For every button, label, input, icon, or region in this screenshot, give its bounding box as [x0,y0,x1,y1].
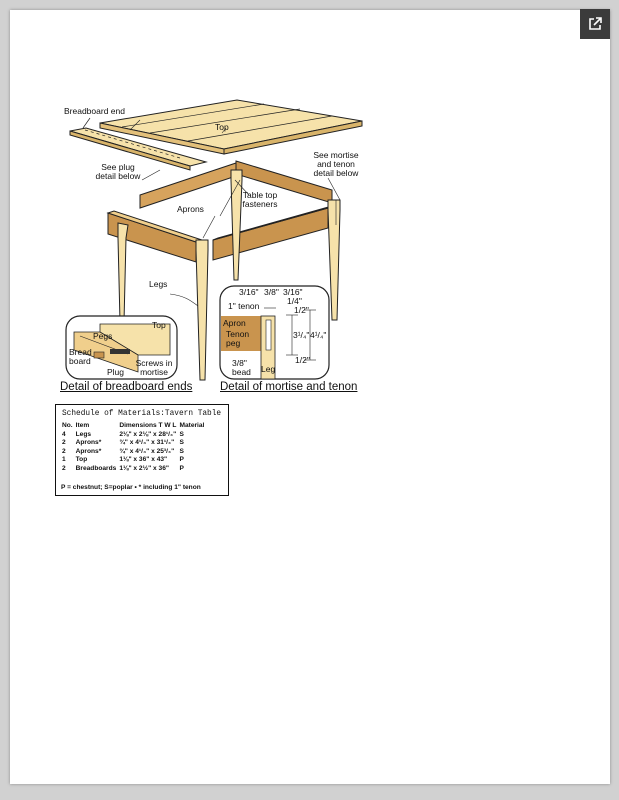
mt-label-half1: 1/2" [294,305,309,315]
document-page [10,10,610,784]
schedule-header-row [61,422,206,431]
mt-label-bead-line1: 3/8" [232,358,247,368]
label-fasteners-line2: fasteners [242,199,278,209]
cell-material: S [179,447,184,455]
bb-label-plug: Plug [107,367,125,377]
cell-material: S [179,430,184,438]
caption-mortise-tenon: Detail of mortise and tenon [220,381,358,393]
label-see-plug-line2: detail below [95,171,141,181]
cell-item: Top [75,456,88,464]
cell-no: 4 [62,430,66,438]
schedule-header-no: No. [62,422,73,429]
schedule-footnote: P = chestnut; S=poplar • * including 1" tenon [61,484,201,491]
mt-label-tenon-peg-line1: Tenon [226,329,250,339]
cell-no: 2 [62,464,66,472]
bb-label-pegs: Pegs [93,331,113,341]
popout-button[interactable] [580,9,610,39]
table-row [61,465,206,474]
schedule-title: Schedule of Materials:Tavern Table [62,410,222,418]
mt-label-bead [232,359,251,377]
mt-label-h2: 4¹/₄" [310,330,327,340]
schedule-header-material: Material [179,422,205,429]
cell-no: 2 [62,447,66,455]
bb-label-top: Top [152,320,166,330]
schedule-table [61,422,206,474]
mt-label-bead-line2: bead [232,367,251,377]
cell-dimensions: ¾" x 4¹/₄" x 25³/₄" [119,447,175,455]
cell-material: S [179,439,184,447]
table-row [61,448,206,457]
schedule-of-materials [55,404,229,496]
mt-label-tenon-peg [226,330,249,348]
mt-label-d4: 1/4" [287,296,302,306]
bb-label-bread-board [69,348,92,366]
label-see-mortise-line2: and tenon [317,159,355,169]
table-row [61,456,206,465]
bb-label-board: board [69,356,91,366]
mt-label-h1: 3¹/₄" [293,330,310,340]
mt-label-half2: 1/2" [295,355,310,365]
label-fasteners-line1: Table top [242,190,278,200]
table-row [61,439,206,448]
cell-item: Aprons* [75,439,102,447]
cell-item: Aprons* [75,447,102,455]
label-see-mortise-line1: See mortise [313,150,359,160]
schedule-header-item: Item [75,422,90,429]
cell-item: Breadboards [75,464,117,472]
bb-label-screws-line2: mortise [140,367,168,377]
label-aprons: Aprons [177,204,204,214]
cell-dimensions: ¾" x 4¹/₄" x 31¹/₄" [119,439,175,447]
mt-label-tenon-peg-line2: peg [226,338,241,348]
tavern-table-drawing [10,10,610,784]
label-fasteners [235,191,285,209]
cell-item: Legs [75,430,92,438]
bb-label-screws-line1: Screws in [135,358,173,368]
cell-material: P [179,464,184,472]
cell-dimensions: 2⅛" x 2⅛" x 28¹/₄" [119,430,177,438]
label-top: Top [215,122,229,132]
label-see-mortise-line3: detail below [313,168,359,178]
popout-icon [587,16,603,32]
caption-breadboard-ends: Detail of breadboard ends [60,381,193,393]
mt-label-leg: Leg [261,364,276,374]
cell-no: 2 [62,439,66,447]
label-legs: Legs [149,279,168,289]
cell-material: P [179,456,184,464]
mt-label-d3: 3/16" [283,287,303,297]
cell-no: 1 [62,456,66,464]
mt-label-d1: 3/16" [239,287,259,297]
mt-label-tenon: 1" tenon [228,301,260,311]
bb-label-bread: Bread [69,347,92,357]
mt-label-apron: Apron [223,318,246,328]
cell-dimensions: 1⅛" x 36" x 43" [119,456,168,464]
bb-label-screws [134,359,174,377]
label-see-plug-line1: See plug [101,162,135,172]
schedule-header-dimensions: Dimensions T W L [119,422,177,429]
cell-dimensions: 1⅛" x 2½" x 36" [119,464,170,472]
label-see-mortise [310,151,362,178]
mt-label-d2: 3/8" [264,287,279,297]
label-breadboard-end: Breadboard end [64,106,125,116]
label-see-plug [94,163,142,181]
table-row [61,431,206,440]
